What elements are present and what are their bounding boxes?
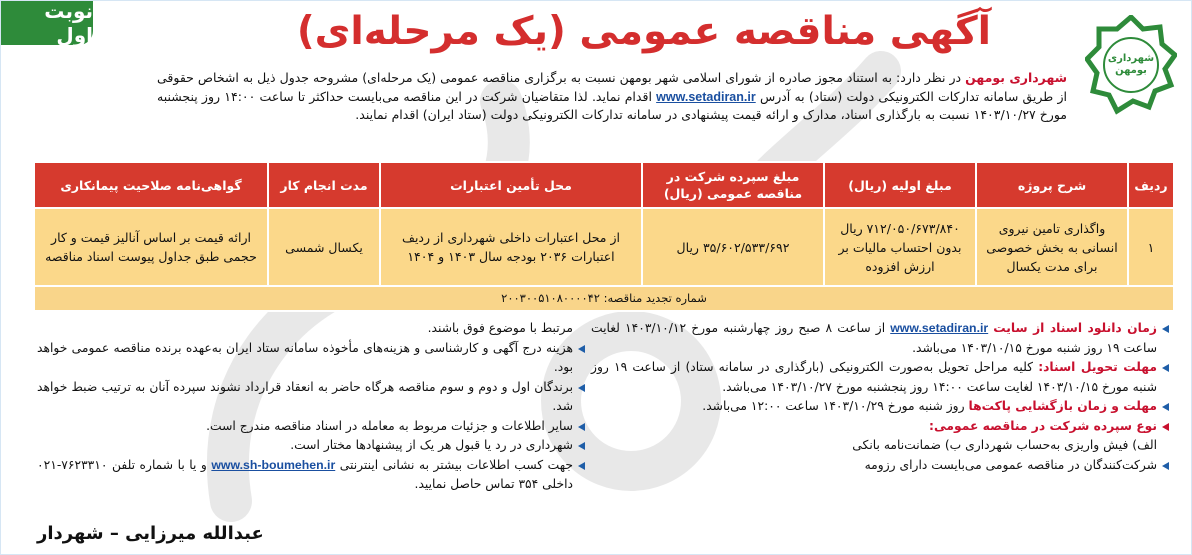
list-item-other bbox=[37, 417, 585, 437]
list-item-delivery bbox=[591, 358, 1169, 397]
list-item-download bbox=[591, 319, 1169, 358]
download-text: از ساعت ۸ صبح روز چهارشنبه مورخ ۱۴۰۳/۱۰/۱۲ لغایت ساعت ۱۹ روز شنبه مورخ ۱۴۰۳/۱۰/۱۵ می‌باشد. bbox=[591, 321, 1157, 355]
opening-label: مهلت و زمان بازگشایی پاکت‌ها bbox=[968, 399, 1157, 413]
bullet-icon bbox=[1162, 325, 1169, 333]
deposit-type-text: الف) فیش واریزی به‌حساب شهرداری ب) ضمانت‌نامه بانکی bbox=[852, 438, 1157, 452]
cell-funding-source: از محل اعتبارات داخلی شهرداری از ردیف اعتبارات ۲۰۳۶ بودجه سال ۱۴۰۳ و ۱۴۰۴ bbox=[380, 208, 642, 286]
bullet-icon bbox=[578, 442, 585, 450]
list-item-reject bbox=[37, 436, 585, 456]
conditions-right-column bbox=[591, 319, 1169, 475]
reject-text: شهرداری در رد یا قبول هر یک از پیشنهادها مختار است. bbox=[290, 438, 573, 452]
cell-certificate: ارائه قیمت بر اساس آنالیز قیمت و کار حجمی طبق جداول پیوست اسناد مناقصه bbox=[34, 208, 268, 286]
other-text: سایر اطلاعات و جزئیات مربوط به معامله در اسناد مناقصه مندرج است. bbox=[206, 418, 573, 433]
table-header-row bbox=[34, 162, 1174, 208]
download-link[interactable]: www.setadiran.ir bbox=[890, 321, 989, 335]
bullet-icon bbox=[1162, 403, 1169, 411]
round-badge: نوبت اول bbox=[1, 1, 93, 45]
bullet-icon bbox=[1162, 423, 1169, 431]
header-row-num: ردیف bbox=[1128, 162, 1174, 208]
resume-text: شرکت‌کنندگان در مناقصه عمومی می‌بایست دارای رزومه bbox=[864, 457, 1157, 472]
bullet-icon bbox=[578, 384, 585, 392]
delivery-text: کلیه مراحل تحویل به‌صورت الکترونیکی (بارگذاری در سامانه ستاد) از ساعت ۱۹ روز شنبه مورخ ۱۴۰۳/۱۰/۱۵ لغایت ساعت ۱۴:۰۰ روز پنجشنبه مورخ ۱۴۰۳/۱۰/۲۷ می‌باشد. bbox=[591, 360, 1157, 394]
cell-initial-amount: ۷۱۲/۰۵۰/۶۷۳/۸۴۰ ریال بدون احتساب مالیات بر ارزش افزوده bbox=[824, 208, 976, 286]
list-item-resume bbox=[591, 456, 1169, 476]
tender-table bbox=[33, 161, 1173, 312]
bullet-icon bbox=[578, 345, 585, 353]
header-certificate: گواهی‌نامه صلاحیت پیمانکاری bbox=[34, 162, 268, 208]
header-description: شرح پروژه bbox=[976, 162, 1128, 208]
info-prefix: جهت کسب اطلاعات بیشتر به نشانی اینترنتی bbox=[339, 457, 573, 472]
list-item-deposit-type bbox=[591, 417, 1169, 456]
table-row bbox=[34, 208, 1174, 286]
bullet-icon bbox=[578, 423, 585, 431]
intro-text-2: اقدام نماید. لذا متقاضیان شرکت در این مناقصه می‌بایست حداکثر تا ساعت ۱۴:۰۰ روز پنجشنبه مورخ ۱۴۰۳/۱۰/۲۷ نسبت به بارگذاری اسناد، مدارک و ارائه قیمت پیشنهادی در سامانه تدارکات الکترونیکی دولت (ستاد ایران) اقدام نمایند. bbox=[157, 88, 1067, 122]
org-name: شهرداری بومهن bbox=[965, 70, 1067, 85]
cell-deposit-amount: ۳۵/۶۰۲/۵۳۳/۶۹۲ ریال bbox=[642, 208, 824, 286]
cell-row-num: ۱ bbox=[1128, 208, 1174, 286]
info-contact: و یا با شماره تلفن ۷۶۲۳۳۱۰-۰۲۱ داخلی ۳۵۴ تماس حاصل نمایید. bbox=[37, 457, 573, 491]
list-item-winners bbox=[37, 378, 585, 417]
fees-text: هزینه درج آگهی و کارشناسی و هزینه‌های مأخوذه سامانه ستاد ایران به‌عهده برنده مناقصه عمومی خواهد بود. bbox=[37, 340, 573, 374]
intro-text-1: در نظر دارد: به استناد مجوز صادره از شورای اسلامی شهر بومهن نسبت به برگزاری مناقصه عمومی (یک مرحله‌ای) مشروحه جدول ذیل به اشخاص حقوقی از طریق سامانه تدارکات الکترونیکی دولت (ستاد) به آدرس bbox=[157, 70, 1067, 104]
header-duration: مدت انجام کار bbox=[268, 162, 380, 208]
intro-paragraph bbox=[157, 69, 1067, 125]
cell-description: واگذاری تامین نیروی انسانی به بخش خصوصی برای مدت یکسال bbox=[976, 208, 1128, 286]
tender-number-row bbox=[34, 286, 1174, 311]
header-initial-amount: مبلغ اولیه (ریال) bbox=[824, 162, 976, 208]
header-funding-source: محل تأمین اعتبارات bbox=[380, 162, 642, 208]
cell-duration: یکسال شمسی bbox=[268, 208, 380, 286]
header-deposit-amount: مبلغ سپرده شرکت در مناقصه عمومی (ریال) bbox=[642, 162, 824, 208]
list-item-opening bbox=[591, 397, 1169, 417]
delivery-label: مهلت تحویل اسناد: bbox=[1038, 360, 1157, 374]
logo-text: شهرداری بومهن bbox=[1107, 53, 1155, 76]
municipality-logo bbox=[1085, 15, 1177, 115]
tender-number: شماره تجدید مناقصه: ۲۰۰۳۰۰۵۱۰۸۰۰۰۰۴۲ bbox=[34, 286, 1174, 311]
bullet-icon bbox=[578, 462, 585, 470]
signature: عبدالله میرزایی – شهردار bbox=[37, 523, 264, 544]
bullet-icon bbox=[1162, 364, 1169, 372]
list-item-fees bbox=[37, 339, 585, 378]
winners-text: برندگان اول و دوم و سوم مناقصه هرگاه حاضر به انعقاد قرارداد نشوند سپرده آنان به ترتیب ضبط خواهد شد. bbox=[37, 379, 573, 413]
conditions-left-column bbox=[37, 319, 585, 495]
municipality-website-link[interactable]: www.sh-boumehen.ir bbox=[211, 457, 336, 472]
setad-link[interactable]: www.setadiran.ir bbox=[656, 89, 756, 104]
list-item-resume-cont bbox=[37, 319, 585, 339]
download-label: زمان دانلود اسناد از سایت bbox=[993, 321, 1157, 335]
deposit-type-label: نوع سپرده شرکت در مناقصه عمومی: bbox=[929, 418, 1157, 433]
opening-text: روز شنبه مورخ ۱۴۰۳/۱۰/۲۹ ساعت ۱۲:۰۰ می‌باشد. bbox=[702, 399, 965, 413]
resume-continued: مرتبط با موضوع فوق باشند. bbox=[427, 321, 573, 335]
list-item-info bbox=[37, 456, 585, 495]
bullet-icon bbox=[1162, 462, 1169, 470]
notice-title: آگهی مناقصه عمومی (یک مرحله‌ای) bbox=[296, 9, 991, 54]
